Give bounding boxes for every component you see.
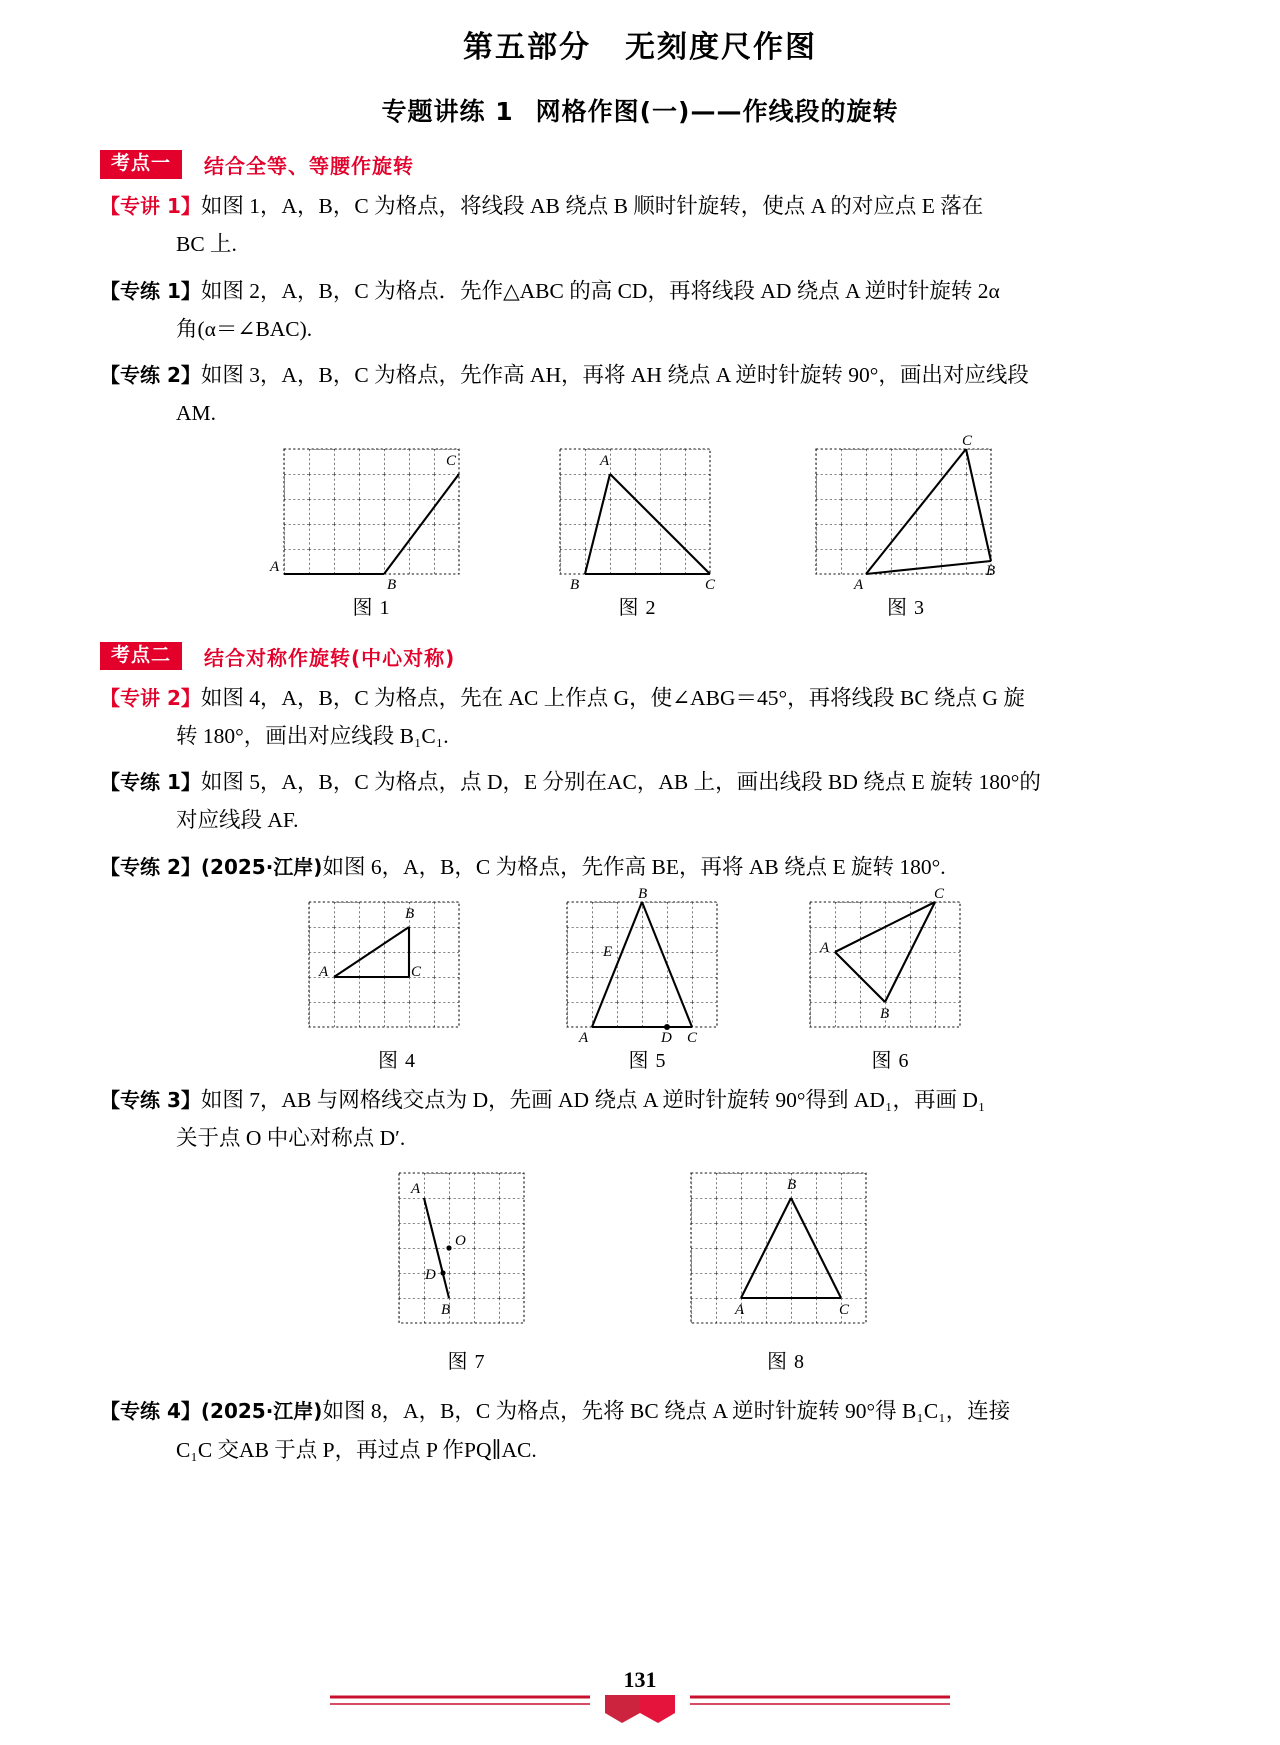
grid-fill [560, 449, 710, 574]
problem-p3 [0, 356, 1280, 433]
point-label-C: C [687, 1029, 698, 1046]
section-tag-2: 考点二 [100, 642, 182, 670]
problem-source-p8: (2025·江岸) [200, 1399, 323, 1424]
problem-label-p4: 【专讲 2】 [100, 685, 201, 710]
section-header-2 [100, 642, 1280, 671]
figure-6 [808, 885, 973, 1073]
point-label-E: E [603, 943, 613, 960]
figure-5 [565, 885, 730, 1073]
problem-p7 [0, 1081, 1280, 1158]
problem-label-p7: 【专练 3】 [100, 1087, 201, 1112]
problem-label-p5: 【专练 1】 [100, 770, 201, 795]
point-label-A: A [269, 558, 279, 575]
problem-text-p3-line2: AM. [176, 401, 217, 426]
figure-4-canvas [307, 900, 487, 1030]
figure-1-canvas [269, 447, 462, 593]
point-label-C: C [838, 1302, 849, 1319]
point-label-D: D [661, 1029, 672, 1046]
section-title-2: 结合对称作旋转(中心对称) [204, 645, 456, 670]
figure-7-caption: 图 7 [447, 1351, 486, 1374]
point-label-B: B [786, 1177, 796, 1194]
figure-row-2 [0, 885, 1280, 1073]
figure-2-canvas [558, 447, 718, 593]
point-label-B: B [985, 562, 995, 579]
figure-2-caption: 图 2 [618, 596, 657, 619]
figure-5-canvas [565, 885, 730, 1046]
problem-text-p5-line1: 如图 5，A，B，C 为格点，点 D，E 分别在AC，AB 上，画出线段 BD 绕点 E 旋转 180°的 [200, 770, 1041, 795]
figure-row-1 [0, 432, 1280, 620]
part-title-right: 无刻度尺作图 [625, 30, 817, 65]
point-label-A: A [319, 963, 329, 980]
figure-7 [397, 1171, 537, 1374]
point-label-C: C [934, 885, 945, 902]
problem-p2 [0, 272, 1280, 349]
figure-row-3 [0, 1171, 1280, 1374]
figure-1 [269, 447, 462, 620]
point-label-D: D [424, 1267, 436, 1284]
footer-badge-right [640, 1695, 675, 1723]
problem-text-p4-line2: 转 180°，画出对应线段 B₁C₁. [176, 723, 449, 748]
problem-label-p2: 【专练 1】 [100, 278, 201, 303]
problem-text-p2-line2: 角(α＝∠BAC). [176, 316, 313, 341]
point-label-B: B [386, 576, 396, 593]
part-title-left: 第五部分 [463, 30, 591, 65]
problem-text-p1-line1: 如图 1，A，B，C 为格点，将线段 AB 绕点 B 顺时针旋转，使点 A 的对应点 E 落在 [200, 194, 984, 218]
point-label-B: B [405, 905, 415, 922]
section-title-1: 结合全等、等腰作旋转 [204, 154, 415, 178]
point-label-B: B [880, 1005, 890, 1022]
point-label-A: A [820, 939, 830, 956]
part-title [0, 14, 1280, 66]
topic-title [0, 92, 1280, 128]
problem-text-p8-line2: C₁C 交AB 于点 P，再过点 P 作PQ∥AC. [176, 1437, 537, 1462]
grid-fill [309, 902, 459, 1027]
figure-3-caption: 图 3 [887, 596, 925, 619]
problem-label-p8: 【专练 4】 [100, 1399, 201, 1424]
section-header-1 [100, 150, 1280, 179]
textbook-page [0, 14, 1280, 1745]
topic-title-left: 专题讲练 1 [381, 97, 514, 126]
figure-8-canvas [689, 1171, 884, 1331]
point-label-C: C [961, 432, 972, 449]
page-footer [0, 1657, 1280, 1723]
point-label-C: C [411, 963, 422, 980]
problem-text-p4-line1: 如图 4，A，B，C 为格点，先在 AC 上作点 G，使∠ABG＝45°，再将线段 BC 绕点 G 旋 [200, 685, 1025, 710]
problem-p1 [0, 187, 1280, 264]
figure-8-caption: 图 8 [767, 1351, 805, 1374]
point-label-A: A [579, 1029, 589, 1046]
footer-badge-left [605, 1695, 640, 1723]
figure-8 [689, 1171, 884, 1374]
point-label-O: O [454, 1233, 466, 1250]
point-label-C: C [445, 452, 456, 469]
grid-fill [567, 902, 717, 1027]
problem-text-p1-line2: BC 上. [176, 232, 237, 257]
problem-source-p6: (2025·江岸) [200, 854, 323, 879]
point-label-B: B [440, 1302, 450, 1319]
problem-p5 [0, 763, 1280, 840]
topic-title-right: 网格作图(一)——作线段的旋转 [535, 97, 899, 126]
problem-text-p7-line2: 关于点 O 中心对称点 D′. [176, 1126, 406, 1151]
grid-fill [816, 449, 991, 574]
figure-6-canvas [808, 885, 973, 1030]
point-marker-D [440, 1271, 445, 1276]
figure-3-canvas [814, 432, 999, 593]
point-label-C: C [704, 576, 715, 593]
figure-2 [558, 447, 718, 620]
figure-1-caption: 图 1 [352, 596, 391, 619]
point-marker-O [446, 1246, 451, 1251]
problem-p4 [0, 679, 1280, 756]
point-label-A: A [853, 576, 863, 593]
problem-text-p5-line2: 对应线段 AF. [176, 808, 299, 833]
point-label-A: A [599, 452, 609, 469]
problem-text-p6-line1: 如图 6，A，B，C 为格点，先作高 BE，再将 AB 绕点 E 旋转 180°. [322, 854, 946, 879]
point-label-A: A [410, 1181, 420, 1198]
point-label-B: B [638, 885, 648, 902]
problem-p6 [0, 848, 1280, 886]
figure-4 [307, 900, 487, 1073]
problem-label-p6: 【专练 2】 [100, 854, 201, 879]
figure-4-caption: 图 4 [378, 1049, 416, 1072]
point-label-A: A [734, 1302, 744, 1319]
figure-7-canvas [397, 1171, 537, 1331]
problem-text-p3-line1: 如图 3，A，B，C 为格点，先作高 AH，再将 AH 绕点 A 逆时针旋转 90°，画出对应线段 [200, 363, 1029, 388]
figure-6-caption: 图 6 [871, 1049, 910, 1072]
figure-3 [814, 432, 999, 620]
page-number: 131 [608, 1667, 673, 1693]
problem-p8 [0, 1392, 1280, 1469]
section-tag-1: 考点一 [100, 150, 182, 178]
problem-text-p2-line1: 如图 2，A，B，C 为格点．先作△ABC 的高 CD，再将线段 AD 绕点 A 逆时针旋转 2α [200, 278, 1000, 303]
problem-text-p8-line1: 如图 8，A，B，C 为格点，先将 BC 绕点 A 逆时针旋转 90°得 B₁C₁，连接 [322, 1399, 1011, 1424]
grid-fill [284, 449, 459, 574]
figure-5-caption: 图 5 [628, 1049, 667, 1072]
grid-fill [691, 1173, 866, 1323]
problem-label-p1: 【专讲 1】 [100, 194, 201, 218]
problem-label-p3: 【专练 2】 [100, 363, 201, 388]
point-label-B: B [569, 576, 579, 593]
problem-text-p7-line1: 如图 7，AB 与网格线交点为 D，先画 AD 绕点 A 逆时针旋转 90°得到 AD₁，再画 D₁ [200, 1087, 986, 1112]
